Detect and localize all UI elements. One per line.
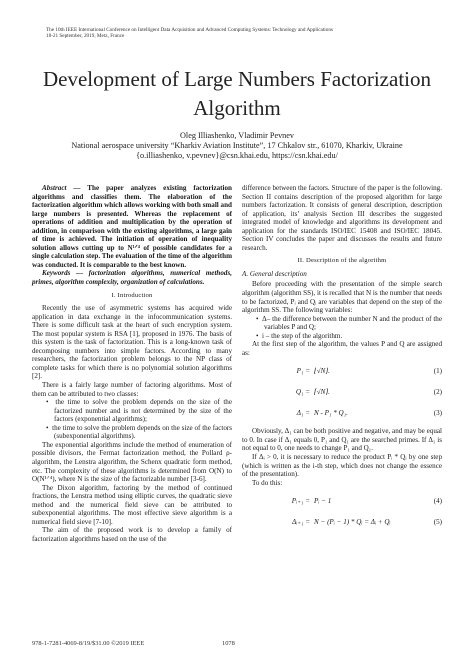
intro-paragraph-2: There is a fairly large number of factoring algorithms. Most of them can be attributed to two classes:: [32, 381, 232, 398]
desc-bullet-2: • i – the step of the algorithm.: [256, 331, 343, 340]
footer-isbn: 978-1-7281-4069-8/19/$31.00 ©2019 IEEE: [32, 640, 145, 647]
keywords-label: Keywords —: [42, 269, 84, 278]
author-emails: {o.illiashenko, v.pevnev}@csn.khai.edu, https://csn.khai.edu/: [136, 151, 338, 160]
intro-paragraph-4: The Dixon algorithm, factoring by the method of continued fractions, the Lenstra method using elliptic curves, the quadratic sieve method and the numerical field sieve can be attributed to subexponential algorithms. The most effective sieve algorithm is a numerical field sieve [7-10].: [32, 483, 232, 526]
equation-5-number: (5): [433, 517, 442, 526]
keywords: [32, 269, 232, 286]
author-block: [0, 131, 474, 161]
left-column: [32, 184, 232, 543]
paper-title-line-2: Algorithm: [193, 96, 281, 120]
equation-2: [242, 385, 442, 399]
conference-line-2: 18-21 September, 2019, Metz, France: [46, 33, 125, 39]
equation-3-rhs: N - P₁ * Q₁.: [314, 409, 348, 418]
desc-paragraph-5: To do this:: [252, 478, 283, 487]
equation-3-lhs: Δ₁ =: [296, 409, 310, 418]
keywords-text: factorization algorithms, numerical methods, primes, algorithm complexity, organization of calculations.: [32, 269, 232, 287]
intro-bullet-2: • the time to solve the problem depends on the size of the factors (subexponential algorithms).: [46, 423, 233, 441]
right-column: [242, 184, 442, 536]
intro-continued-paragraph: difference between the factors. Structure of the paper is the following. Section II contains description of the proposed algorithm for large numbers factorization. It consists of general description, description of application, its’ analysis Section III describes the suggested integrated model of knowledge and algorithms its development and application for the standards ISO/IEC 15408 and ISO/IEC 18045. Section IV concludes the paper and discusses the results and future research.: [242, 184, 442, 252]
equation-5-lhs: Δᵢ₊₁ =: [291, 517, 310, 526]
intro-bullet-1: • the time to solve the problem depends on the size of the factorized number and is not determined by the size of the factors (exponential algorithms);: [46, 398, 232, 424]
footer-page-number: 1078: [222, 640, 235, 647]
abstract-text: The paper analyzes existing factorization algorithms and classifies them. The elaboration of the factorization algorithm which allows working with both small and large numbers is presented. Whereas the replacement of operations of addition and multiplication by the operation of addition, in comparison with the existing algorithms, a large gain of time is achieved. The initiation of operation of inequality solution allows cutting up to N¹ᐟ⁴ of possible candidates for a single calculation step. The evaluation of the time of the algorithm was conducted. It is comparable to the best known.: [32, 184, 232, 269]
equation-1-lhs: P₁ =: [296, 367, 310, 376]
desc-paragraph-2: At the first step of the algorithm, the values P and Q are assigned as:: [242, 340, 442, 357]
desc-paragraph-1: Before proceeding with the presentation of the simple search algorithm (algorithm SS), it is recalled that N is the number that needs to be factorized, Pᵢ and Qᵢ are variables that depend on the step of the algorithm SS. The following variables:: [242, 280, 442, 315]
desc-paragraph-4: If Δᵢ > 0, it is necessary to reduce the product Pᵢ * Qᵢ by one step (which is written as the i-th step, which does not change the essence of the presentation).: [242, 453, 442, 479]
equation-2-number: (2): [433, 388, 442, 397]
intro-paragraph-3: The exponential algorithms include the method of enumeration of possible divisors, the Fermat factorization method, the Pollard ρ-algorithm, the Lenstra algorithm, the Schenx quadratic form method, etc. The complexity of these algorithms is determined from O(N) to O(N¹ᐟ⁴), where N is the size of the factorizable number [3-6].: [32, 440, 232, 484]
equation-3: [242, 406, 442, 420]
section-heading-description: II. Description of the algorithm: [297, 257, 387, 265]
equation-3-number: (3): [433, 409, 442, 418]
equation-1-rhs: ⌊√N⌋.: [314, 367, 330, 376]
equation-1: [242, 364, 442, 378]
equation-4-rhs: Pᵢ − 1: [314, 496, 332, 505]
equation-2-lhs: Q₁ =: [295, 388, 310, 397]
abstract-label: Abstract —: [42, 184, 81, 192]
bullet-icon: •: [46, 423, 53, 432]
conference-line-1: The 10th IEEE International Conference on Intelligent Data Acquisition and Advanced Computing Systems: Technology and Applications: [46, 27, 333, 33]
equation-4-lhs: Pᵢ₊₁ =: [291, 496, 310, 505]
section-heading-introduction: I. Introduction: [111, 291, 153, 299]
author-affiliation: National aerospace university “Kharkiv Aviation Institute”, 17 Chkalov str., 61070, Kharkiv, Ukraine: [71, 141, 403, 150]
equation-1-number: (1): [433, 367, 442, 376]
desc-bullet-1: • Δ– the difference between the number N and the product of the variables P and Q;: [256, 314, 442, 332]
equation-4-number: (4): [433, 496, 442, 505]
paper-title-line-1: Development of Large Numbers Factorization: [43, 67, 431, 91]
intro-paragraph-5: The aim of the proposed work is to develop a family of factorization algorithms based on the use of the: [32, 526, 232, 543]
equation-5-rhs: N − (Pᵢ − 1) * Qᵢ = Δᵢ + Qᵢ: [314, 517, 391, 526]
equation-5: [242, 515, 442, 529]
desc-paragraph-3: Obviously, Δ₁ can be both positive and negative, and may be equal to 0. In case if Δ₁ equals 0, P₁ and Q₁ are the searched primes. If Δ₁ is not equal to 0, one needs to change P₁ and Q₁.: [242, 427, 442, 453]
subsection-heading-general: A. General description: [242, 269, 307, 278]
bullet-icon: •: [256, 314, 263, 323]
bullet-icon: •: [256, 331, 263, 340]
bullet-icon: •: [46, 398, 56, 407]
conference-header: [46, 27, 376, 39]
equation-4: [242, 494, 442, 508]
equation-2-rhs: ⌈√N⌉.: [314, 388, 330, 397]
abstract: [32, 184, 232, 269]
author-names: Oleg Illiashenko, Vladimir Pevnev: [180, 131, 294, 140]
intro-paragraph-1: Recently the use of asymmetric systems has acquired wide application in data exchange in the infocommunication systems. There is some difficult task at the heart of such encryption system. The most popular system is RSA [1], proposed in 1976. The basis of this system is the task of factorization. This is a long-known task of decomposing numbers into simple factors. According to many researchers, the factorization problem belongs to the NP class of complete tasks for which there is no polynomial solution algorithms [2].: [32, 304, 232, 381]
